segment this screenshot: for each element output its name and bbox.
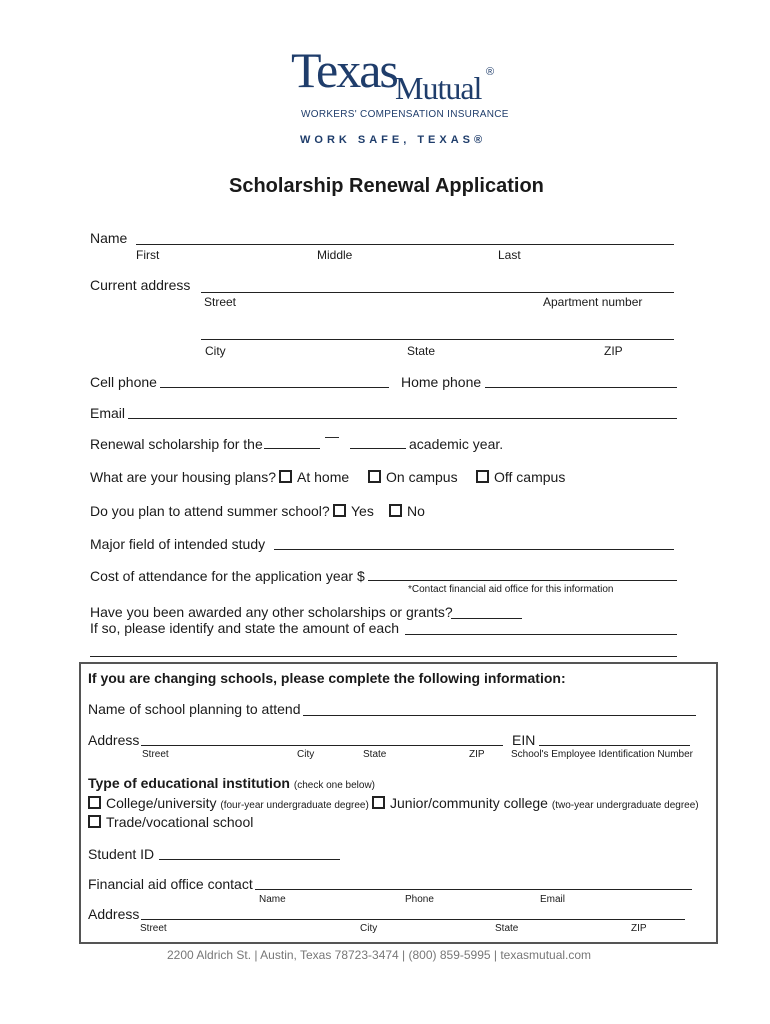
renewal-end-year-field[interactable] (350, 448, 406, 449)
logo-texas-text: Texas (291, 42, 397, 98)
aid-zip-caption: ZIP (631, 923, 647, 934)
school-name-label: Name of school planning to attend (88, 701, 301, 717)
summer-yes-option[interactable]: Yes (333, 503, 374, 519)
checkbox-icon[interactable] (389, 504, 402, 517)
contact-name-caption: Name (259, 894, 286, 905)
institution-type-label: Type of educational institution (check one below) (88, 775, 376, 791)
name-field[interactable] (136, 244, 674, 245)
housing-on-campus-option[interactable]: On campus (368, 469, 458, 485)
apartment-caption: Apartment number (543, 295, 643, 309)
trade-school-option[interactable]: Trade/vocational school (88, 814, 253, 830)
logo-registered-mark: ® (486, 66, 495, 78)
page-title: Scholarship Renewal Application (229, 175, 544, 197)
summer-no-option[interactable]: No (389, 503, 425, 519)
home-phone-label: Home phone (401, 374, 482, 390)
city-state-zip-field[interactable] (201, 339, 674, 340)
cell-phone-field[interactable] (160, 387, 389, 388)
school-address-label: Address (88, 732, 140, 748)
other-scholarships-question: Have you been awarded any other scholarships or grants? (90, 604, 453, 620)
renewal-dash: — (325, 428, 339, 444)
school-address-field[interactable] (141, 745, 503, 746)
summer-question: Do you plan to attend summer school? (90, 503, 330, 519)
school-city-caption: City (297, 749, 315, 760)
major-field[interactable] (274, 549, 674, 550)
student-id-field[interactable] (159, 859, 340, 860)
renewal-label: Renewal scholarship for the (90, 436, 263, 452)
renewal-suffix: academic year. (409, 436, 504, 452)
college-option[interactable]: College/university (four-year undergraduate degree) (88, 795, 369, 811)
housing-at-home-option[interactable]: At home (279, 469, 349, 485)
school-zip-caption: ZIP (469, 749, 485, 760)
checkbox-icon[interactable] (279, 470, 292, 483)
zip-caption: ZIP (604, 344, 623, 358)
address-label: Current address (90, 277, 191, 293)
email-label: Email (90, 405, 126, 421)
cost-field[interactable] (368, 580, 677, 581)
cost-note: *Contact financial aid office for this information (408, 584, 614, 595)
aid-address-label: Address (88, 906, 140, 922)
checkbox-icon[interactable] (88, 796, 101, 809)
identify-field-continued[interactable] (90, 656, 677, 657)
identify-field[interactable] (405, 634, 677, 635)
ein-label: EIN (512, 732, 536, 748)
name-last-caption: Last (498, 248, 521, 262)
aid-state-caption: State (495, 923, 519, 934)
aid-contact-label: Financial aid office contact (88, 876, 253, 892)
street-field[interactable] (201, 292, 674, 293)
housing-off-campus-option[interactable]: Off campus (476, 469, 565, 485)
street-caption: Street (204, 295, 237, 309)
aid-street-caption: Street (140, 923, 167, 934)
changing-schools-heading: If you are changing schools, please complete the following information: (88, 670, 566, 686)
checkbox-icon[interactable] (476, 470, 489, 483)
checkbox-icon[interactable] (368, 470, 381, 483)
aid-city-caption: City (360, 923, 378, 934)
cost-label: Cost of attendance for the application year $ (90, 568, 365, 584)
cell-phone-label: Cell phone (90, 374, 157, 390)
student-id-label: Student ID (88, 846, 155, 862)
aid-address-field[interactable] (141, 919, 685, 920)
major-label: Major field of intended study (90, 536, 266, 552)
ein-note: School's Employee Identification Number (511, 749, 694, 760)
logo-tagline: WORK SAFE, TEXAS® (300, 134, 487, 146)
housing-question: What are your housing plans? (90, 469, 276, 485)
junior-college-option[interactable]: Junior/community college (two-year undergraduate degree) (372, 795, 699, 811)
logo-subtitle: WORKERS' COMPENSATION INSURANCE (301, 109, 509, 120)
logo-mutual-text: Mutual (395, 70, 482, 106)
name-middle-caption: Middle (317, 248, 353, 262)
state-caption: State (407, 344, 436, 358)
checkbox-icon[interactable] (372, 796, 385, 809)
name-first-caption: First (136, 248, 160, 262)
other-scholarships-field[interactable] (451, 618, 522, 619)
footer-contact: 2200 Aldrich St. | Austin, Texas 78723-3474 | (800) 859-5995 | texasmutual.com (167, 948, 592, 962)
aid-contact-field[interactable] (255, 889, 692, 890)
checkbox-icon[interactable] (88, 815, 101, 828)
city-caption: City (205, 344, 226, 358)
ein-field[interactable] (539, 745, 690, 746)
home-phone-field[interactable] (485, 387, 677, 388)
contact-phone-caption: Phone (405, 894, 434, 905)
renewal-start-year-field[interactable] (264, 448, 320, 449)
school-street-caption: Street (142, 749, 169, 760)
identify-label: If so, please identify and state the amount of each (90, 620, 399, 636)
school-state-caption: State (363, 749, 387, 760)
email-field[interactable] (128, 418, 677, 419)
contact-email-caption: Email (540, 894, 566, 905)
school-name-field[interactable] (303, 715, 696, 716)
checkbox-icon[interactable] (333, 504, 346, 517)
name-label: Name (90, 230, 128, 246)
